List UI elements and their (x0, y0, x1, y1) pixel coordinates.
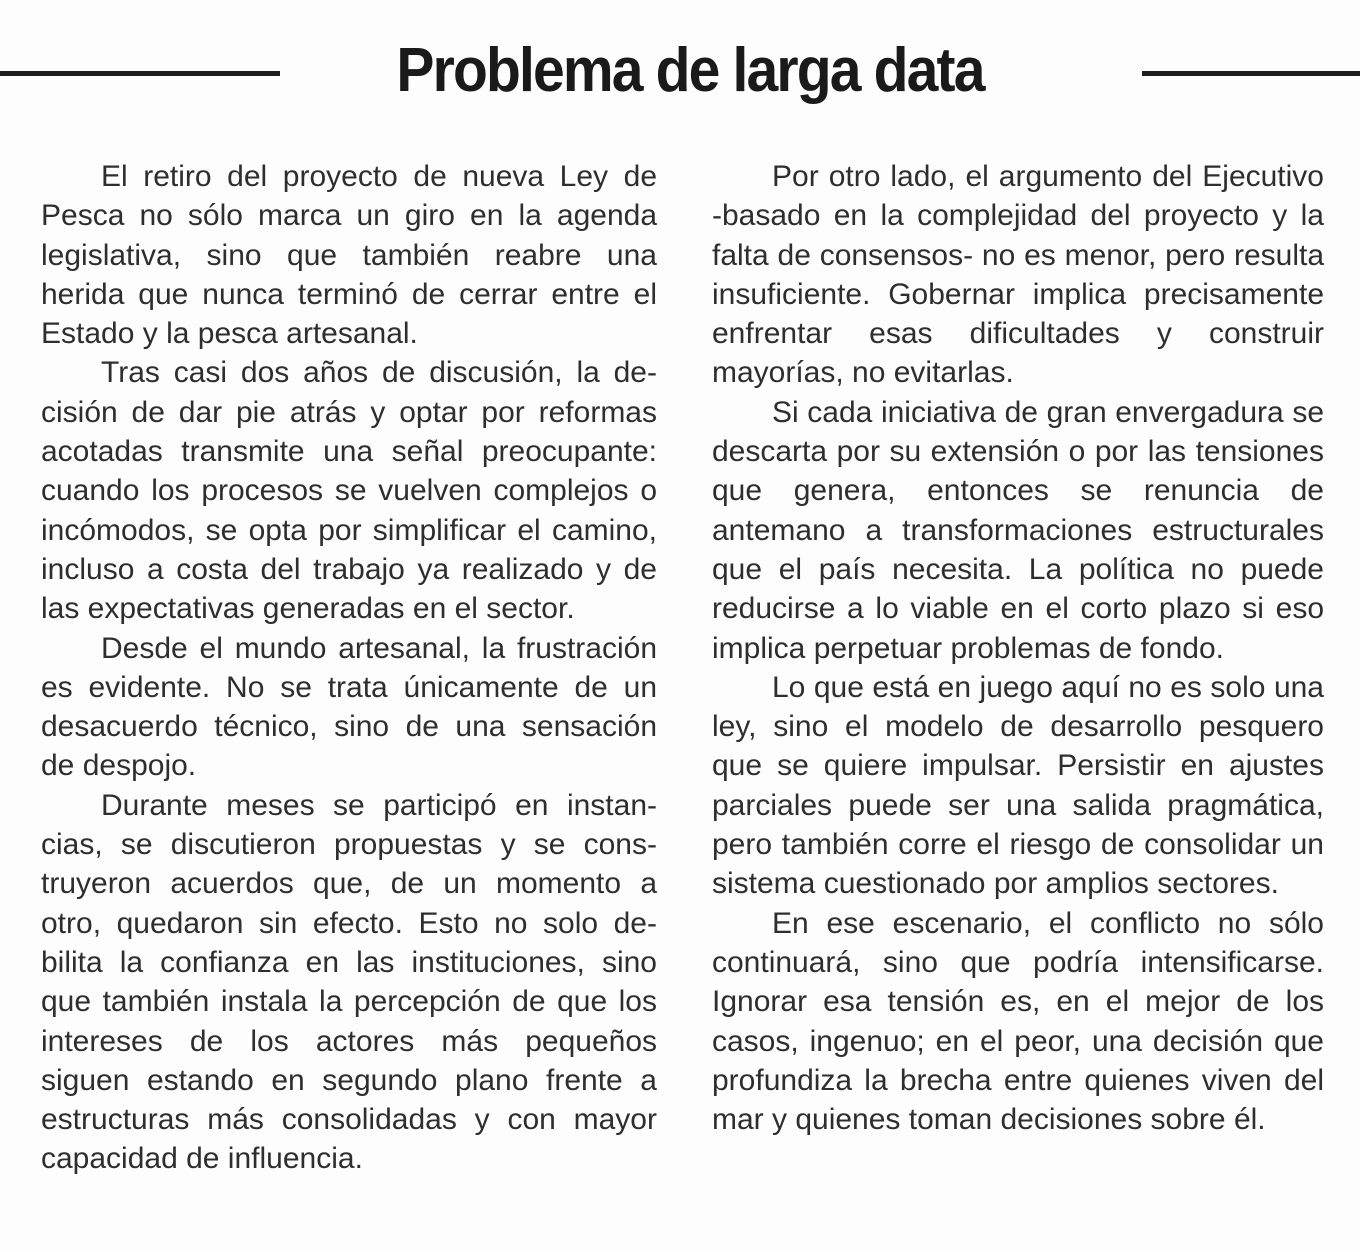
paragraph: Lo que está en juego aquí no es solo una ley, sino el modelo de desarrollo pesquero que se quiere impulsar. Persistir en ajustes parciales puede ser una salida pragmática, pero también corre el riesgo de consolidar un sistema cuestionado por amplios sectores. (712, 670, 1324, 901)
article-column-right (712, 157, 1324, 1139)
article-header (0, 28, 1360, 118)
paragraph: Durante meses se participó en instancias, se discutieron propuestas y se construyeron acuerdos que, de un momento a otro, quedaron sin efecto. Esto no solo debilita la confianza en las instituciones, sino que también instala la percepción de que los intereses de los actores más pequeños siguen estando en segundo plano frente a estructuras más consolidadas y con mayor capacidad de influencia. (41, 788, 657, 1176)
title-rule-left (0, 71, 280, 76)
paragraph: Desde el mundo artesanal, la frustración es evidente. No se trata únicamente de un desacuerdo técnico, sino de una sensación de despojo. (41, 631, 657, 783)
paragraph: El retiro del proyecto de nueva Ley de Pesca no sólo marca un giro en la agenda legislativa, sino que también reabre una herida que nunca terminó de cerrar entre el Estado y la pesca artesanal. (41, 160, 657, 351)
paragraph: Tras casi dos años de discusión, la decisión de dar pie atrás y optar por reformas acotadas transmite una señal preocupante: cuando los procesos se vuelven complejos o incómodos, se opta por simplificar el camino, incluso a costa del trabajo ya realizado y de las expectativas generadas en el sector. (41, 356, 657, 626)
paragraph: En ese escenario, el conflicto no sólo continuará, sino que podría intensificarse. Ignorar esa tensión es, en el mejor de los casos, ingenuo; en el peor, una decisión que profundiza la brecha entre quienes viven del mar y quienes toman decisiones sobre él. (712, 906, 1324, 1137)
title-rule-right (1142, 71, 1360, 76)
paragraph: Por otro lado, el argumento del Ejecutivo -basado en la complejidad del proyecto y la falta de consensos- no es menor, pero resulta insuficiente. Gobernar implica precisamente enfrentar esas dificultades y construir mayorías, no evitarlas. (712, 160, 1324, 390)
article-title: Problema de larga data (396, 36, 984, 105)
paragraph: Si cada iniciativa de gran envergadura se descarta por su extensión o por las tensiones que genera, entonces se renuncia de antemano a transformaciones estructurales que el país necesita. La política no puede reducirse a lo viable en el corto plazo si eso implica perpetuar problemas de fondo. (712, 395, 1324, 665)
article-column-left (41, 157, 657, 1179)
